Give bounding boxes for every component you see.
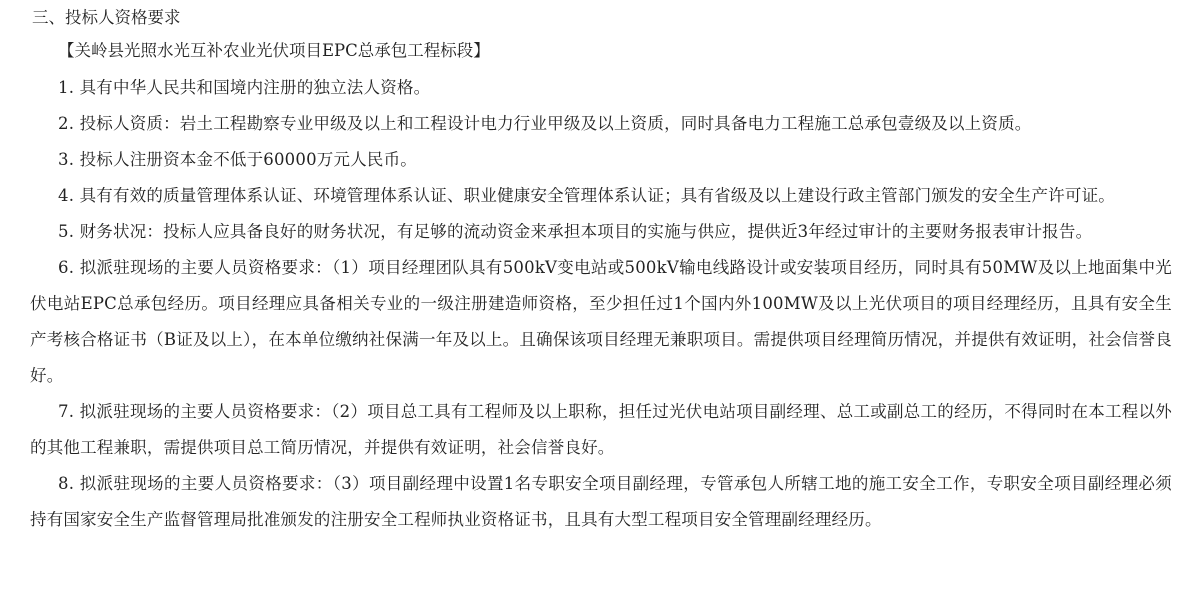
requirement-item-2: 2. 投标人资质：岩土工程勘察专业甲级及以上和工程设计电力行业甲级及以上资质，同时具备电力工程施工总承包壹级及以上资质。 [58, 114, 1032, 133]
requirement-item-8: 8. 拟派驻现场的主要人员资格要求：（3）项目副经理中设置1名专职安全项目副经理，专管承包人所辖工地的施工安全工作，专职安全项目副经理必须持有国家安全生产监督管理局批准颁发的注册安全工程师执业资格证书，且具有大型工程项目安全管理副经理经历。 [30, 474, 1172, 529]
requirement-item-6: 6. 拟派驻现场的主要人员资格要求：（1）项目经理团队具有500kV变电站或500kV输电线路设计或安装项目经历，同时具有50MW及以上地面集中光伏电站EPC总承包经历。项目经理应具备相关专业的一级注册建造师资格，至少担任过1个国内外100MW及以上光伏项目的项目经理经历，且具有安全生产考核合格证书（B证及以上），在本单位缴纳社保满一年及以上。且确保该项目经理无兼职项目。需提供项目经理简历情况，并提供有效证明，社会信誉良好。 [30, 258, 1172, 385]
requirement-item-4: 4. 具有有效的质量管理体系认证、环境管理体系认证、职业健康安全管理体系认证；具有省级及以上建设行政主管部门颁发的安全生产许可证。 [58, 186, 1115, 205]
tender-section-subtitle: 【关岭县光照水光互补农业光伏项目EPC总承包工程标段】 [58, 41, 490, 60]
requirement-item-5: 5. 财务状况：投标人应具备良好的财务状况，有足够的流动资金来承担本项目的实施与供应，提供近3年经过审计的主要财务报表审计报告。 [58, 222, 1093, 241]
requirement-item-1: 1. 具有中华人民共和国境内注册的独立法人资格。 [58, 78, 431, 97]
section-title: 三、投标人资格要求 [32, 8, 181, 27]
requirement-item-7: 7. 拟派驻现场的主要人员资格要求：（2）项目总工具有工程师及以上职称，担任过光伏电站项目副经理、总工或副总工的经历，不得同时在本工程以外的其他工程兼职，需提供项目总工简历情况，并提供有效证明，社会信誉良好。 [30, 402, 1172, 457]
requirement-item-3: 3. 投标人注册资本金不低于60000万元人民币。 [58, 150, 417, 169]
requirements-list [30, 70, 1172, 538]
